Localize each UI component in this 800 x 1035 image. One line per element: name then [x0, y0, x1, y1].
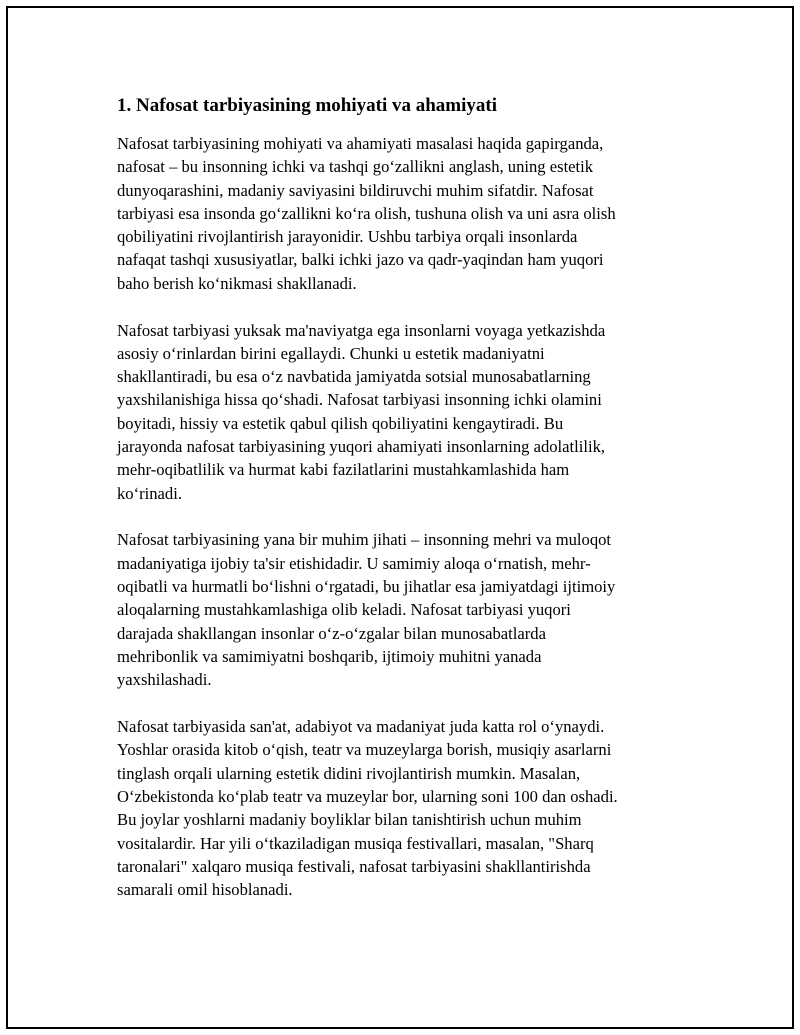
paragraph-line: yaxshilanishiga hissa qo‘shadi. Nafosat tarbiyasi insonning ichki olamini [117, 390, 602, 410]
paragraph-line: Nafosat tarbiyasining yana bir muhim jihati – insonning mehri va muloqot [117, 530, 612, 550]
paragraph-line: nafaqat tashqi xususiyatlar, balki ichki jazo va qadr-yaqindan ham yuqori [117, 250, 604, 270]
paragraph-list [117, 132, 677, 901]
paragraph-line: boyitadi, hissiy va estetik qabul qilish qobiliyatini kengaytiradi. Bu [117, 413, 564, 433]
paragraph-line: qobiliyatini rivojlantirish jarayonidir. Ushbu tarbiya orqali insonlarda [117, 227, 578, 247]
paragraph-line: asosiy o‘rinlardan birini egallaydi. Chunki u estetik madaniyatni [117, 343, 545, 363]
paragraph-line: Bu joylar yoshlarni madaniy boyliklar bilan tanishtirish uchun muhim [117, 810, 582, 830]
paragraph-line: baho berish ko‘nikmasi shakllanadi. [117, 273, 357, 293]
paragraph-line: nafosat – bu insonning ichki va tashqi go‘zallikni anglash, uning estetik [117, 157, 594, 177]
paragraph-line: tinglash orqali ularning estetik didini rivojlantirish mumkin. Masalan, [117, 763, 581, 783]
paragraph [117, 319, 677, 505]
paragraph-line: jarayonda nafosat tarbiyasining yuqori ahamiyati insonlarning adolatlilik, [117, 437, 606, 457]
paragraph-line: Yoshlar orasida kitob o‘qish, teatr va muzeylarga borish, musiqiy asarlarni [117, 740, 612, 760]
paragraph-line: darajada shakllangan insonlar o‘z-o‘zgalar bilan munosabatlarda [117, 623, 546, 643]
paragraph-line: shakllantiradi, bu esa o‘z navbatida jamiyatda sotsial munosabatlarning [117, 367, 591, 387]
paragraph-line: tarbiyasi esa insonda go‘zallikni ko‘ra olish, tushuna olish va uni asra olish [117, 203, 616, 223]
paragraph-line: mehribonlik va samimiyatni boshqarib, ijtimoiy muhitni yanada [117, 646, 542, 666]
paragraph-line: O‘zbekistonda ko‘plab teatr va muzeylar bor, ularning soni 100 dan oshadi. [117, 786, 618, 806]
paragraph-line: madaniyatiga ijobiy ta'sir etishidadir. U samimiy aloqa o‘rnatish, mehr- [117, 553, 591, 573]
paragraph [117, 528, 677, 691]
paragraph-line: Nafosat tarbiyasining mohiyati va ahamiyati masalasi haqida gapirganda, [117, 134, 604, 153]
paragraph-line: Nafosat tarbiyasida san'at, adabiyot va madaniyat juda katta rol o‘ynaydi. [117, 717, 605, 737]
paragraph-line: dunyoqarashini, madaniy saviyasini bildiruvchi muhim sifatdir. Nafosat [117, 180, 594, 200]
paragraph [117, 132, 677, 295]
paragraph-line: aloqalarning mustahkamlashiga olib keladi. Nafosat tarbiyasi yuqori [117, 600, 571, 620]
paragraph-line: oqibatli va hurmatli bo‘lishni o‘rgatadi, bu jihatlar esa jamiyatdagi ijtimoiy [117, 577, 616, 597]
document-body [117, 94, 677, 925]
paragraph-line: taronalari" xalqaro musiqa festivali, nafosat tarbiyasini shakllantirishda [117, 856, 591, 876]
paragraph-line: Nafosat tarbiyasi yuksak ma'naviyatga ega insonlarni voyaga yetkazishda [117, 320, 606, 340]
paragraph-line: yaxshilashadi. [117, 670, 212, 690]
paragraph-line: ko‘rinadi. [117, 483, 182, 503]
paragraph-line: vositalardir. Har yili o‘tkaziladigan musiqa festivallari, masalan, "Sharq [117, 833, 594, 853]
section-heading: 1. Nafosat tarbiyasining mohiyati va ahamiyati [117, 95, 498, 116]
paragraph-line: samarali omil hisoblanadi. [117, 880, 293, 900]
paragraph [117, 715, 677, 901]
paragraph-line: mehr-oqibatlilik va hurmat kabi fazilatlarini mustahkamlashida ham [117, 460, 570, 480]
